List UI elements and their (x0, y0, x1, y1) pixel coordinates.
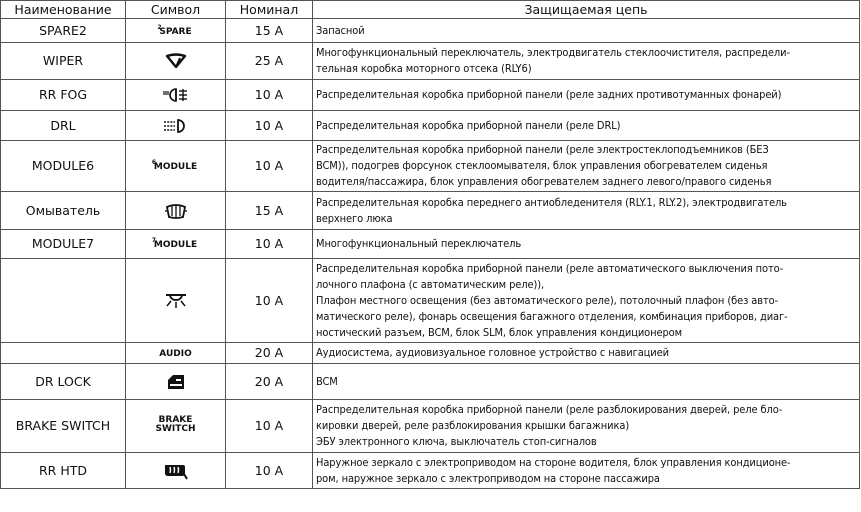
fuse-name (1, 259, 126, 343)
fuse-rating: 10 A (226, 80, 313, 111)
header-circuit: Защищаемая цепь (313, 1, 860, 19)
fuse-name: MODULE7 (1, 230, 126, 259)
fuse-circuit: Распределительная коробка приборной панели (реле разблокирования дверей, реле бло- кировки дверей, реле разблокирования крышки багажника) ЭБУ электронного ключа, выключатель стоп-сигналов (313, 400, 860, 453)
table-row (1, 80, 860, 111)
fuse-circuit: Многофункциональный переключатель (313, 230, 860, 259)
table-header-row (1, 1, 860, 19)
fuse-rating: 15 A (226, 192, 313, 230)
wiper-icon (126, 43, 226, 80)
module6-icon: 6 MODULE (126, 141, 226, 192)
table-row (1, 111, 860, 141)
header-name: Наименование (1, 1, 126, 19)
fuse-rating: 10 A (226, 400, 313, 453)
brake-switch-icon: BRAKE SWITCH (126, 400, 226, 453)
fuse-name: Омыватель (1, 192, 126, 230)
fuse-name: RR HTD (1, 453, 126, 489)
table-row (1, 259, 860, 343)
fuse-rating: 20 A (226, 364, 313, 400)
spare2-icon: 2 SPARE (126, 19, 226, 43)
fuse-rating: 10 A (226, 230, 313, 259)
washer-icon (126, 192, 226, 230)
fuse-rating: 10 A (226, 453, 313, 489)
table-row (1, 400, 860, 453)
fuse-rating: 20 A (226, 343, 313, 364)
table-row (1, 364, 860, 400)
door-lock-icon (126, 364, 226, 400)
fuse-name: DR LOCK (1, 364, 126, 400)
module7-icon: 7 MODULE (126, 230, 226, 259)
fuse-rating: 15 A (226, 19, 313, 43)
fuse-circuit: Многофункциональный переключатель, электродвигатель стеклоочистителя, распредели- тельная коробка моторного отсека (RLY6) (313, 43, 860, 80)
table-row (1, 141, 860, 192)
fuse-name (1, 343, 126, 364)
fuse-rating: 10 A (226, 259, 313, 343)
table-row (1, 43, 860, 80)
fuse-name: BRAKE SWITCH (1, 400, 126, 453)
fuse-circuit: Распределительная коробка приборной панели (реле электростеклоподъемников (БЕЗ BCM)), подогрев форсунок стеклоомывателя, блок управления обогревателем сиденья водителя/пассажира, блок управления обогревателем заднего левого/правого сиденья (313, 141, 860, 192)
fuse-rating: 10 A (226, 111, 313, 141)
fuse-rating: 25 A (226, 43, 313, 80)
fuse-circuit: BCM (313, 364, 860, 400)
fuse-rating: 10 A (226, 141, 313, 192)
table-row (1, 192, 860, 230)
fuse-name: RR FOG (1, 80, 126, 111)
header-symbol: Символ (126, 1, 226, 19)
fuse-circuit: Распределительная коробка приборной панели (реле задних противотуманных фонарей) (313, 80, 860, 111)
header-rating: Номинал (226, 1, 313, 19)
audio-icon: AUDIO (126, 343, 226, 364)
fuse-name: DRL (1, 111, 126, 141)
fuse-circuit: Распределительная коробка переднего антиобледенителя (RLY.1, RLY.2), электродвигатель верхнего люка (313, 192, 860, 230)
rear-fog-light-icon (126, 80, 226, 111)
fuse-name: MODULE6 (1, 141, 126, 192)
rear-heater-icon (126, 453, 226, 489)
fuse-circuit: Распределительная коробка приборной панели (реле автоматического выключения пото- лочного плафона (с автоматическим реле)), Плафон местного освещения (без автоматического реле), потолочный плафон (без авто- матического реле), фонарь освещения багажного отделения, комбинация приборов, диаг- ностический разъем, BCM, блок SLM, блок управления кондиционером (313, 259, 860, 343)
fuse-circuit: Аудиосистема, аудиовизуальное головное устройство с навигацией (313, 343, 860, 364)
table-row (1, 343, 860, 364)
fuse-circuit: Запасной (313, 19, 860, 43)
table-row (1, 19, 860, 43)
fuse-name: SPARE2 (1, 19, 126, 43)
room-lamp-icon (126, 259, 226, 343)
fuse-circuit: Наружное зеркало с электроприводом на стороне водителя, блок управления кондиционе- ром, наружное зеркало с электроприводом на стороне пассажира (313, 453, 860, 489)
fuse-name: WIPER (1, 43, 126, 80)
table-row (1, 453, 860, 489)
daytime-running-light-icon (126, 111, 226, 141)
fuse-circuit: Распределительная коробка приборной панели (реле DRL) (313, 111, 860, 141)
table-row (1, 230, 860, 259)
